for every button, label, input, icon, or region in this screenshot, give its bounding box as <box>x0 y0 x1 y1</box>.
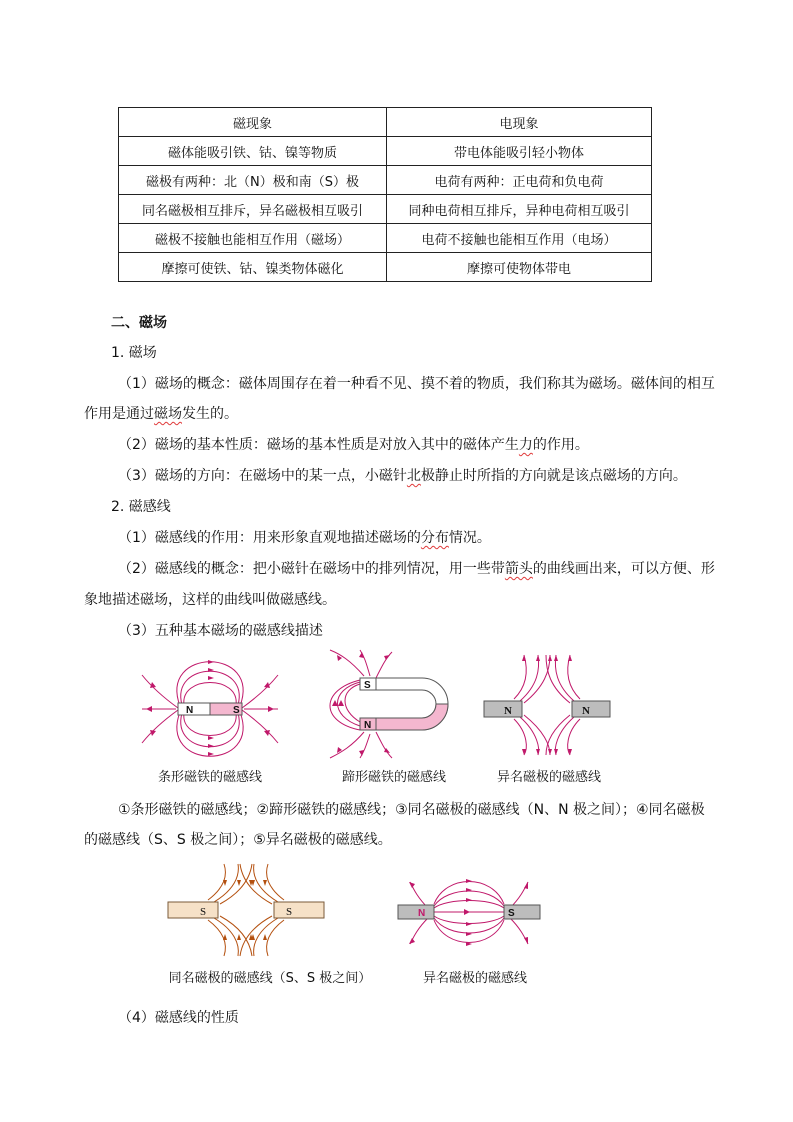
paragraph: ①条形磁铁的磁感线；②蹄形磁铁的磁感线；③同名磁极的磁感线（N、N 极之间）；④同名磁极 <box>118 802 705 818</box>
horseshoe-magnet-figure <box>330 650 450 760</box>
figure-caption: 同名磁极的磁感线（S、S 极之间） <box>168 971 372 986</box>
underlined-term: 北 <box>406 468 421 484</box>
underlined-term: 力 <box>518 437 533 453</box>
paragraph: （3）五种基本磁场的磁感线描述 <box>118 623 323 639</box>
table-cell: 磁极不接触也能相互作用（磁场） <box>119 224 387 253</box>
paragraph: 的磁感线（S、S 极之间）；⑤异名磁极的磁感线。 <box>84 832 392 848</box>
paragraph: （1）磁场的概念：磁体周围存在着一种看不见、摸不着的物质，我们称其为磁场。磁体间的相互 <box>118 376 715 392</box>
pole-label: S <box>200 906 207 918</box>
pole-label: N <box>582 705 590 717</box>
paragraph <box>118 559 715 579</box>
pole-label: N <box>186 705 194 716</box>
underlined-term: 分布 <box>420 530 449 546</box>
text-run: （3）磁场的方向：在磁场中的某一点，小磁针 <box>118 468 407 484</box>
table-header-cell: 电现象 <box>387 108 652 137</box>
magnet-right <box>274 902 324 918</box>
figure-caption: 异名磁极的磁感线 <box>422 971 527 986</box>
table-row <box>119 224 652 253</box>
figure-caption: 异名磁极的磁感线 <box>496 770 601 785</box>
table-cell: 磁极有两种：北（N）极和南（S）极 <box>119 166 387 195</box>
pole-label: N <box>504 705 512 717</box>
figure-caption: 蹄形磁铁的磁感线 <box>341 770 446 785</box>
pole-label: N <box>364 720 372 731</box>
text-run: （1）磁感线的作用：用来形象直观地描述磁场的 <box>118 530 421 546</box>
table-cell: 同名磁极相互排斥，异名磁极相互吸引 <box>119 195 387 224</box>
table-row <box>119 195 652 224</box>
table-row <box>119 166 652 195</box>
magnet-left <box>484 701 522 717</box>
paragraph <box>118 435 589 455</box>
text-run: 极静止时所指的方向就是该点磁场的方向。 <box>420 468 687 484</box>
magnet-left <box>398 905 434 919</box>
paragraph <box>118 466 687 486</box>
pole-label: S <box>508 908 515 919</box>
text-run: 情况。 <box>448 530 491 546</box>
table-cell: 电荷有两种：正电荷和负电荷 <box>387 166 652 195</box>
table-header-cell: 磁现象 <box>119 108 387 137</box>
table-cell: 电荷不接触也能相互作用（电场） <box>387 224 652 253</box>
pole-label: S <box>286 906 293 918</box>
underlined-term: 箭头 <box>504 561 533 577</box>
pole-label: S <box>233 705 240 716</box>
text-run: 作用是通过 <box>84 406 154 422</box>
table-row <box>119 253 652 282</box>
table-cell: 磁体能吸引铁、钴、镍等物质 <box>119 137 387 166</box>
text-run: （2）磁场的基本性质：磁场的基本性质是对放入其中的磁体产生 <box>118 437 519 453</box>
comparison-table <box>118 107 652 282</box>
magnet-right <box>572 701 610 717</box>
bar-magnet-figure <box>140 655 280 763</box>
figure-caption: 条形磁铁的磁感线 <box>157 770 262 785</box>
table-row <box>119 137 652 166</box>
paragraph: （4）磁感线的性质 <box>118 1010 239 1026</box>
table-header-row <box>119 108 652 137</box>
text-run: 的作用。 <box>532 437 589 453</box>
ss-poles-figure <box>168 864 324 956</box>
subsection-title: 2. 磁感线 <box>111 499 171 515</box>
section-heading: 二、磁场 <box>111 315 167 331</box>
paragraph: 象地描述磁场，这样的曲线叫做磁感线。 <box>84 592 336 608</box>
paragraph <box>84 404 238 424</box>
underlined-term: 磁场 <box>154 406 182 422</box>
magnet-left <box>168 902 218 918</box>
subsection-title: 1. 磁场 <box>111 345 157 361</box>
text-run: 发生的。 <box>182 406 238 422</box>
text-run: （2）磁感线的概念：把小磁针在磁场中的排列情况，用一些带 <box>118 561 505 577</box>
text-run: 的曲线画出来，可以方便、形 <box>532 561 715 577</box>
nn-poles-figure <box>484 655 610 755</box>
ns-poles-figure <box>398 868 540 954</box>
pole-label: N <box>418 908 426 919</box>
magnet-north-half <box>178 703 210 715</box>
table-cell: 带电体能吸引轻小物体 <box>387 137 652 166</box>
table-cell: 摩擦可使物体带电 <box>387 253 652 282</box>
table-cell: 同种电荷相互排斥，异种电荷相互吸引 <box>387 195 652 224</box>
paragraph <box>118 528 491 548</box>
table-cell: 摩擦可使铁、钴、镍类物体磁化 <box>119 253 387 282</box>
pole-label: S <box>364 680 371 691</box>
